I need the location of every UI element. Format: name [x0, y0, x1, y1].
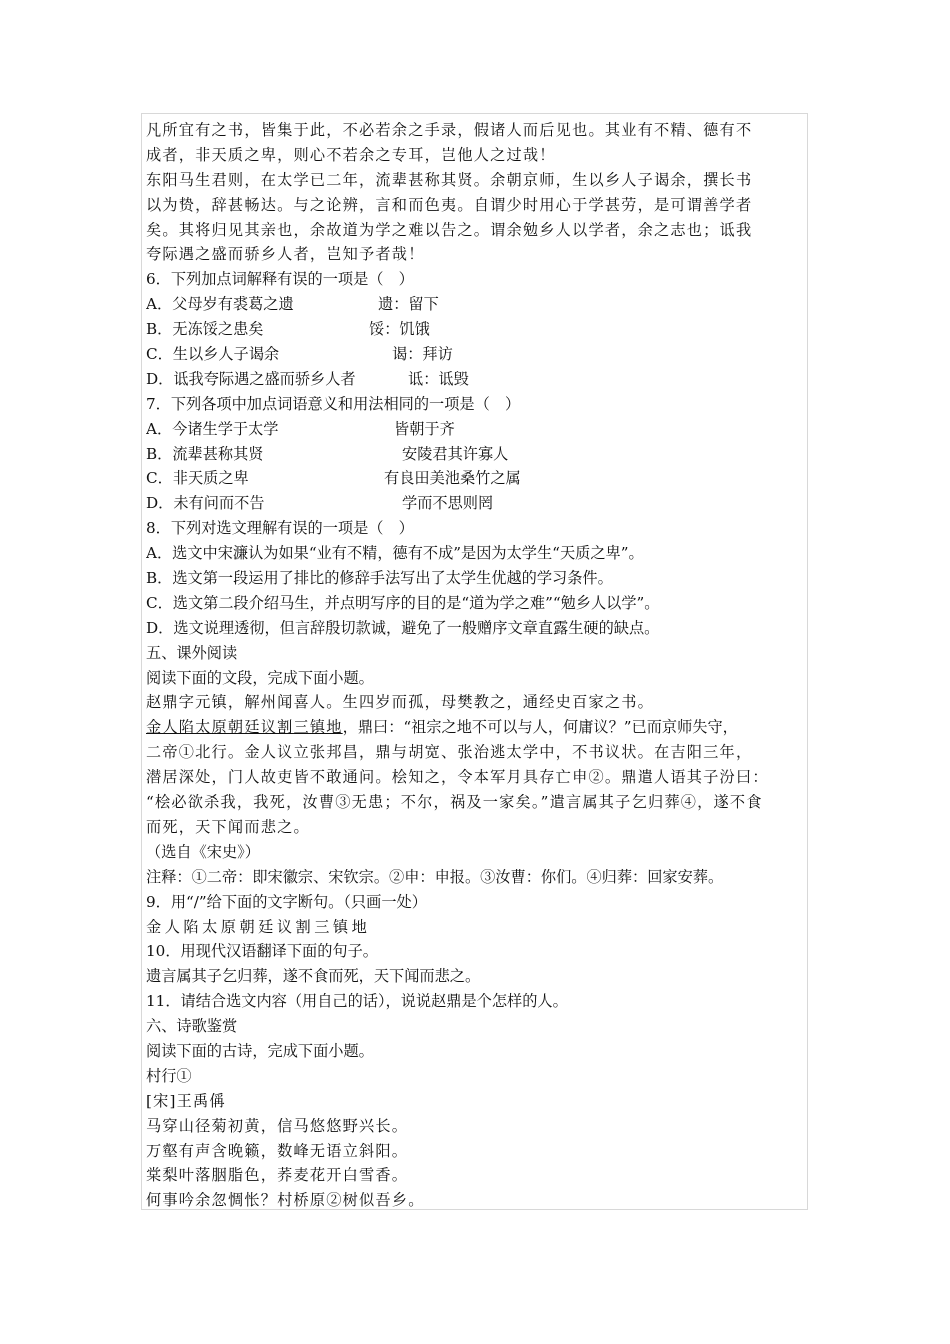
- passage-line: 成者，非天质之卑，则心不若余之专耳，岂他人之过哉！: [146, 145, 556, 164]
- passage-2-line: 而死，天下闻而悲之。: [146, 817, 310, 836]
- question-8-option-a: A．选文中宋濂认为如果“业有不精，德有不成”是因为太学生“天质之卑”。: [146, 544, 644, 563]
- passage-2-line: “桧必欲杀我，我死，汝曹③无患；不尔，祸及一家矣。”遣言属其子乞归葬④，遂不食: [146, 793, 763, 812]
- question-7-option-c: C．非天质之卑 有良田美池桑竹之属: [146, 469, 521, 488]
- poem-line: 何事吟余忽惆怅？村桥原②树似吾乡。: [146, 1191, 425, 1210]
- poem-line: 马穿山径菊初黄，信马悠悠野兴长。: [146, 1116, 409, 1135]
- question-6-option-d: D．诋我夸际遇之盛而骄乡人者 诋：诋毁: [146, 369, 469, 388]
- question-10-text: 遗言属其子乞归葬，遂不食而死，天下闻而悲之。: [146, 967, 481, 986]
- question-7-option-d: D．未有问而不告 学而不思则罔: [146, 494, 494, 513]
- underlined-sentence: 金人陷太原朝廷议割三镇地: [146, 718, 343, 737]
- question-8-option-d: D．选文说理透彻，但言辞殷切款诚，避免了一般赠序文章直露生硬的缺点。: [146, 618, 660, 637]
- passage-2-line: 赵鼎字元镇，解州闻喜人。生四岁而孤，母樊教之，通经史百家之书。: [146, 693, 655, 712]
- passage-line: 东阳马生君则，在太学已二年，流辈甚称其贤。余朝京师，生以乡人子谒余，撰长书: [146, 170, 753, 189]
- section-5-intro: 阅读下面的文段，完成下面小题。: [146, 668, 374, 687]
- passage-line: 以为贽，辞甚畅达。与之论辨，言和而色夷。自谓少时用心于学甚劳，是可谓善学者: [146, 195, 753, 214]
- passage-line: 矣。其将归见其亲也，余故道为学之难以告之。谓余勉乡人以学者，余之志也；诋我: [146, 220, 753, 239]
- annotation-notes: 注释：①二帝：即宋徽宗、宋钦宗。②申：申报。③汝曹：你们。④归葬：回家安葬。: [146, 867, 724, 886]
- question-7-option-b: B．流辈甚称其贤 安陵君其许寡人: [146, 444, 509, 463]
- question-7-stem: 7．下列各项中加点词语意义和用法相同的一项是（ ）: [146, 394, 521, 413]
- passage-line: 凡所宜有之书，皆集于此，不必若余之手录，假诸人而后见也。其业有不精、德有不: [146, 121, 753, 139]
- question-6-stem: 6．下列加点词解释有误的一项是（ ）: [146, 270, 414, 289]
- question-9-stem: 9．用“/”给下面的文字断句。（只画一处）: [146, 892, 427, 911]
- question-6-option-c: C．生以乡人子谒余 谒：拜访: [146, 345, 453, 364]
- passage-line: 夸际遇之盛而骄乡人者，岂知予者哉！: [146, 245, 425, 264]
- question-6-option-a: A．父母岁有裘葛之遗 遗：留下: [146, 295, 439, 314]
- question-11-stem: 11．请结合选文内容（用自己的话），说说赵鼎是个怎样的人。: [146, 992, 568, 1011]
- question-7-option-a: A．今诸生学于太学 皆朝于齐: [146, 419, 455, 438]
- poem-line: 棠梨叶落胭脂色，荞麦花开白雪香。: [146, 1166, 409, 1185]
- question-8-option-c: C．选文第二段介绍马生，并点明写序的目的是“道为学之难”“勉乡人以学”。: [146, 593, 660, 612]
- question-8-stem: 8．下列对选文理解有误的一项是（ ）: [146, 519, 414, 538]
- poem-author: [宋]王禹偁: [146, 1091, 226, 1110]
- question-9-text: 金人陷太原朝廷议割三镇地: [146, 917, 371, 936]
- source-note: （选自《宋史》）: [146, 842, 260, 861]
- passage-2-line: 二帝①北行。金人议立张邦昌，鼎与胡宽、张治逃太学中，不书议状。在吉阳三年，: [146, 743, 753, 762]
- poem-title: 村行①: [146, 1066, 192, 1085]
- section-5-heading: 五、课外阅读: [146, 643, 238, 662]
- section-6-heading: 六、诗歌鉴赏: [146, 1017, 238, 1036]
- passage-2-line: 金人陷太原朝廷议割三镇地，鼎曰：“祖宗之地不可以与人，何庸议？”已而京师失守，: [146, 718, 738, 737]
- question-6-option-b: B．无冻馁之患矣 馁：饥饿: [146, 320, 430, 339]
- passage-2-line: 潜居深处，门人故吏皆不敢通问。桧知之，令本军月具存亡申②。鼎遣人语其子汾曰：: [146, 768, 769, 787]
- question-10-stem: 10．用现代汉语翻译下面的句子。: [146, 942, 378, 961]
- document-page: [141, 113, 808, 1210]
- question-8-option-b: B．选文第一段运用了排比的修辞手法写出了太学生优越的学习条件。: [146, 569, 613, 588]
- section-6-intro: 阅读下面的古诗，完成下面小题。: [146, 1041, 374, 1060]
- poem-line: 万壑有声含晚籁，数峰无语立斜阳。: [146, 1141, 409, 1160]
